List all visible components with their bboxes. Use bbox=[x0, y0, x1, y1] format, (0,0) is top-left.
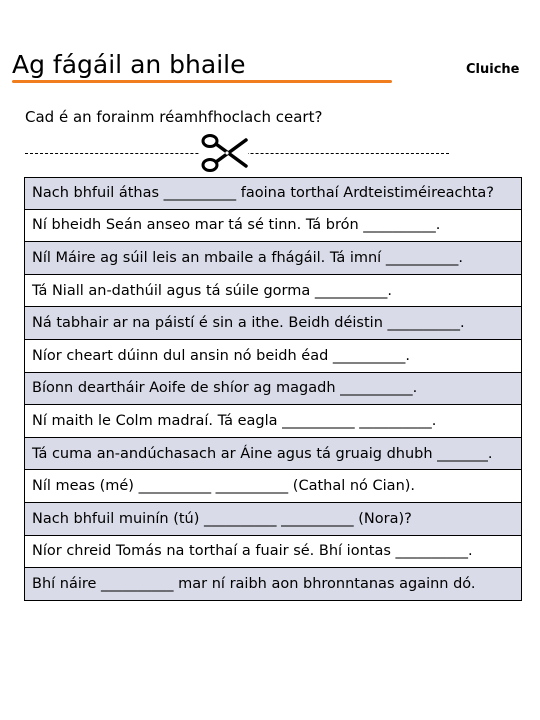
sentence-row: Ní maith le Colm madraí. Tá eagla __________ __________. bbox=[24, 405, 522, 438]
sentence-list bbox=[24, 177, 522, 601]
sentence-row: Bíonn deartháir Aoife de shíor ag magadh __________. bbox=[24, 373, 522, 406]
sentence-row: Ná tabhair ar na páistí é sin a ithe. Beidh déistin __________. bbox=[24, 307, 522, 340]
sentence-row: Tá Niall an-dathúil agus tá súile gorma __________. bbox=[24, 275, 522, 308]
game-label: Cluiche bbox=[466, 62, 520, 77]
sentence-row: Níl Máire ag súil leis an mbaile a fhágáil. Tá imní __________. bbox=[24, 242, 522, 275]
sentence-row: Níor cheart dúinn dul ansin nó beidh éad __________. bbox=[24, 340, 522, 373]
sentence-row: Nach bhfuil áthas __________ faoina torthaí Ardteistiméireachta? bbox=[24, 177, 522, 210]
page-title: Ag fágáil an bhaile bbox=[12, 50, 246, 79]
sentence-row: Nach bhfuil muinín (tú) __________ __________ (Nora)? bbox=[24, 503, 522, 536]
sentence-row: Níor chreid Tomás na torthaí a fuair sé. Bhí iontas __________. bbox=[24, 536, 522, 569]
sentence-row: Bhí náire __________ mar ní raibh aon bhronntanas againn dó. bbox=[24, 568, 522, 601]
sentence-row: Níl meas (mé) __________ __________ (Cathal nó Cian). bbox=[24, 470, 522, 503]
title-underline bbox=[12, 80, 392, 83]
scissors-icon bbox=[200, 132, 248, 174]
sentence-row: Tá cuma an-andúchasach ar Áine agus tá gruaig dhubh _______. bbox=[24, 438, 522, 471]
sentence-row: Ní bheidh Seán anseo mar tá sé tinn. Tá brón __________. bbox=[24, 210, 522, 243]
instruction-question: Cad é an forainm réamhfhoclach ceart? bbox=[25, 108, 323, 126]
